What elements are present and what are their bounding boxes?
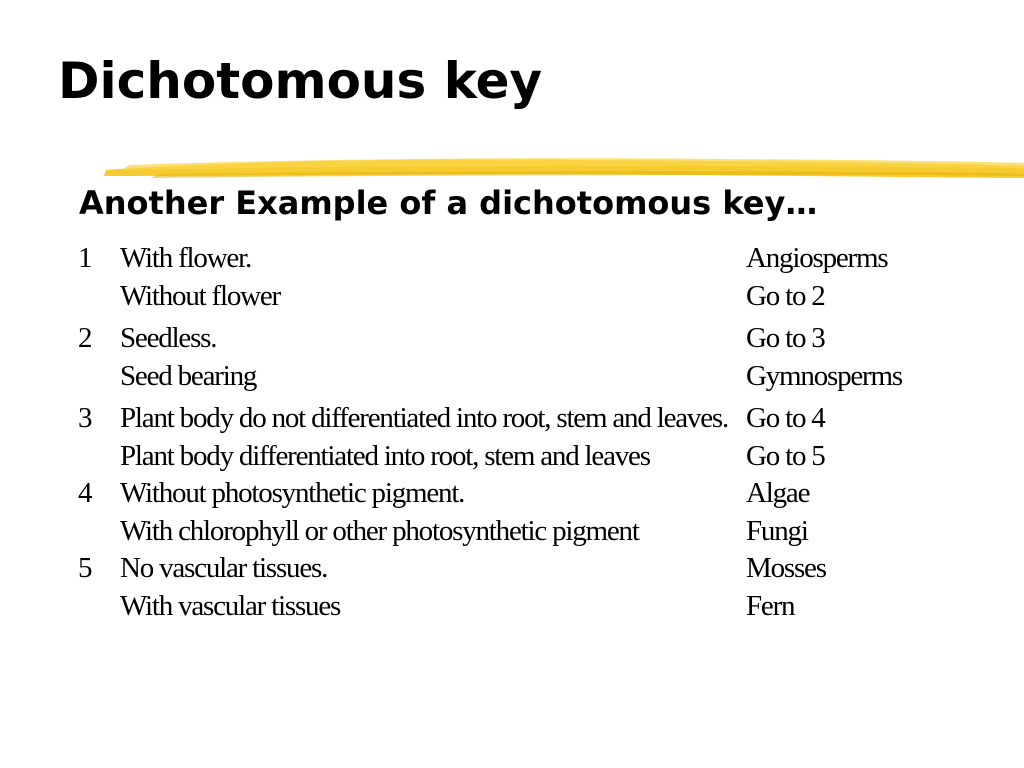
key-option-text: No vascular tissues. — [120, 552, 328, 584]
key-option-text: With chlorophyll or other photosynthetic pigment — [120, 514, 639, 547]
key-option-result: Fern — [746, 589, 795, 622]
key-option-text: With flower. — [120, 242, 252, 274]
key-row-3b — [78, 438, 978, 476]
key-option-result: Mosses — [746, 552, 826, 584]
key-option-text: Seedless. — [120, 322, 217, 354]
subtitle-lead: Another — [79, 184, 225, 222]
key-row-5a — [78, 550, 978, 588]
key-step-number: 2 — [78, 322, 92, 354]
key-option-result: Go to 4 — [746, 402, 825, 434]
key-row-2b — [78, 358, 978, 396]
key-row-4a — [78, 475, 978, 513]
key-option-result: Go to 2 — [746, 279, 825, 312]
dichotomous-key-table — [78, 240, 978, 625]
key-step-number: 4 — [78, 477, 92, 509]
key-row-4b — [78, 513, 978, 551]
key-option-result: Go to 5 — [746, 439, 825, 472]
slide-subtitle — [79, 184, 817, 222]
slide-title: Dichotomous key — [58, 52, 543, 110]
key-option-text: Without flower — [120, 279, 281, 312]
key-step-number: 3 — [78, 402, 92, 434]
key-option-result: Algae — [746, 477, 810, 509]
key-row-2a — [78, 315, 978, 358]
key-row-1b — [78, 278, 978, 316]
key-option-text: Seed bearing — [120, 359, 257, 392]
key-option-result: Fungi — [746, 514, 808, 547]
highlighter-stroke — [100, 148, 1024, 188]
key-row-5b — [78, 588, 978, 626]
key-option-text: Without photosynthetic pigment. — [120, 477, 465, 509]
key-option-result: Gymnosperms — [746, 359, 902, 392]
key-step-number: 1 — [78, 242, 92, 274]
key-row-3a — [78, 395, 978, 438]
key-option-text: Plant body differentiated into root, stem and leaves — [120, 439, 650, 472]
key-step-number: 5 — [78, 552, 92, 584]
key-row-1a — [78, 240, 978, 278]
subtitle-rest: Example of a dichotomous key… — [224, 184, 818, 222]
key-option-text: With vascular tissues — [120, 589, 341, 622]
key-option-text: Plant body do not differentiated into root, stem and leaves. — [120, 402, 729, 434]
key-option-result: Angiosperms — [746, 242, 888, 274]
key-option-result: Go to 3 — [746, 322, 825, 354]
